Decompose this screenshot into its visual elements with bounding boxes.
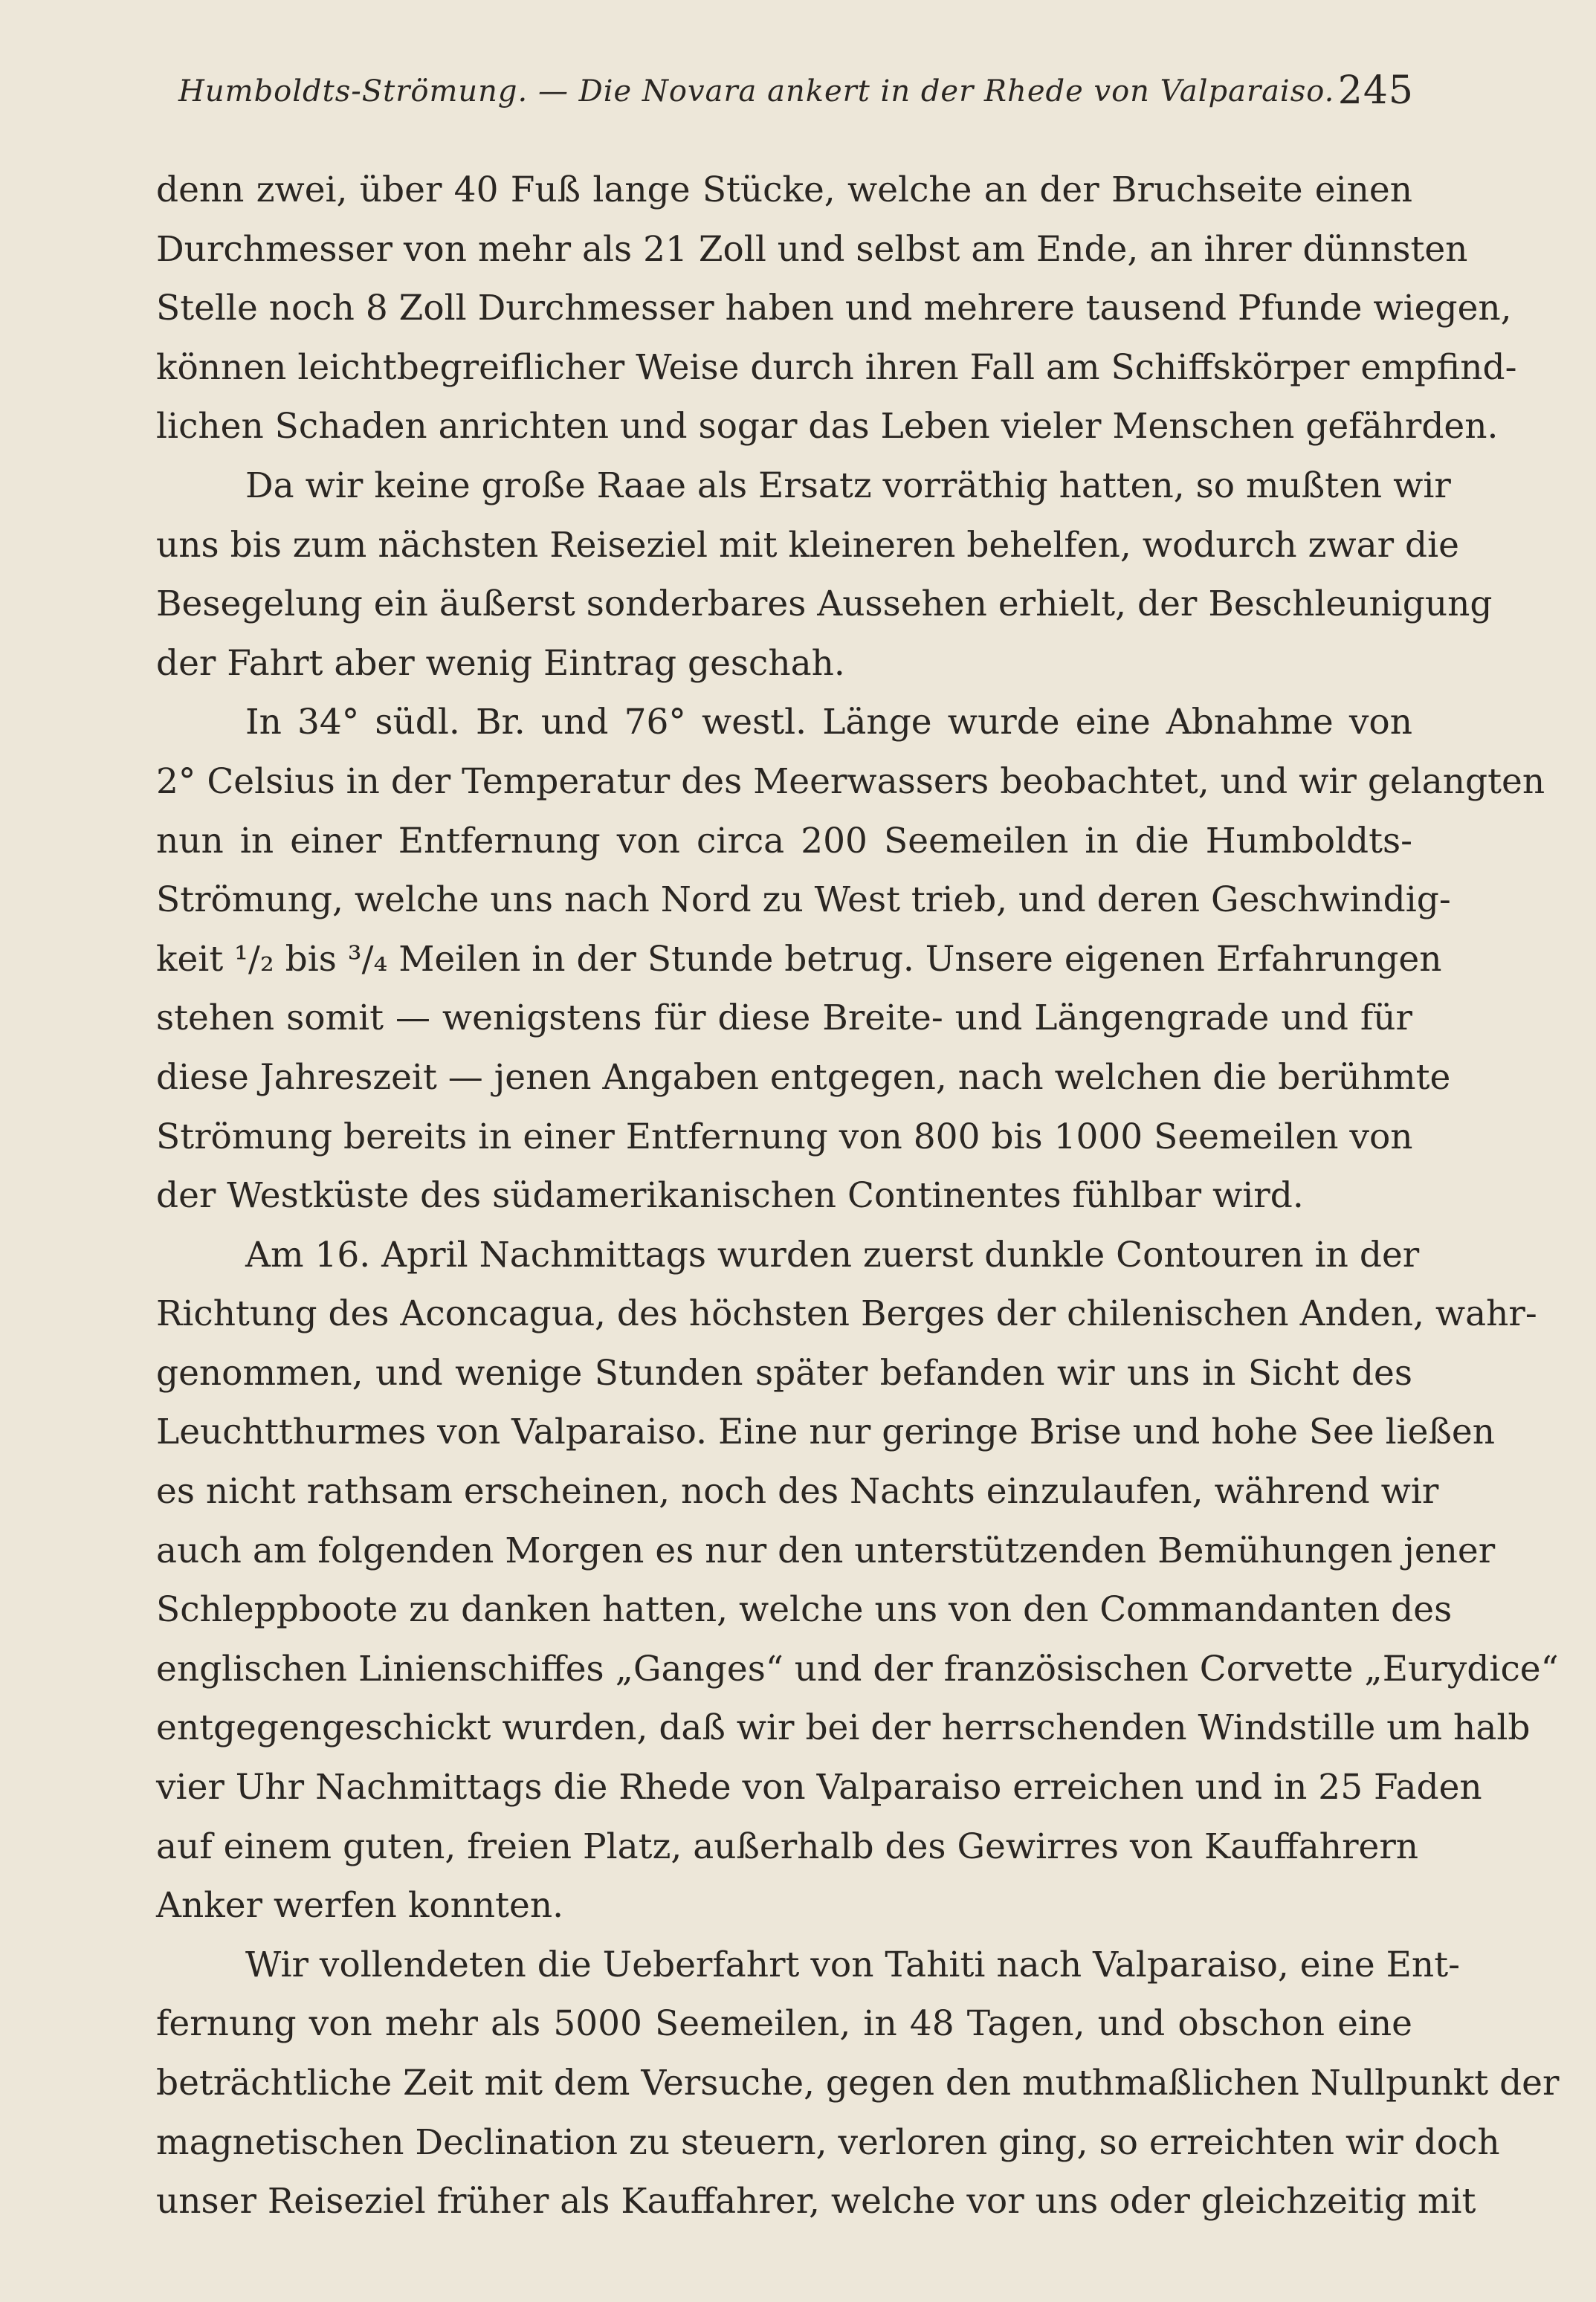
- text-line: der Fahrt aber wenig Eintrag geschah.: [156, 642, 845, 684]
- page-number: 245: [1337, 68, 1414, 113]
- text-line: lichen Schaden anrichten und sogar das Leben vieler Menschen gefährden.: [156, 406, 1499, 447]
- text-line: magnetischen Declination zu steuern, verloren ging, so erreichten wir doch: [156, 2121, 1500, 2163]
- text-line: 2° Celsius in der Temperatur des Meerwassers beobachtet, und wir gelangten: [156, 760, 1545, 802]
- text-line: Richtung des Aconcagua, des höchsten Berges der chilenischen Anden, wahr-: [156, 1293, 1537, 1335]
- paragraph-5: [156, 1936, 1560, 2231]
- text-line: uns bis zum nächsten Reiseziel mit kleineren behelfen, wodurch zwar die: [156, 524, 1459, 566]
- text-line: diese Jahreszeit — jenen Angaben entgegen, nach welchen die berühmte: [156, 1056, 1451, 1098]
- text-line: keit ¹/₂ bis ³/₄ Meilen in der Stunde betrug. Unsere eigenen Erfahrungen: [156, 938, 1442, 980]
- text-line: fernung von mehr als 5000 Seemeilen, in 48 Tagen, und obschon eine: [156, 2003, 1412, 2045]
- paragraph-2: [156, 456, 1493, 693]
- text-line: Wir vollendeten die Ueberfahrt von Tahiti nach Valparaiso, eine Ent-: [245, 1944, 1460, 1985]
- text-line: auch am folgenden Morgen es nur den unterstützenden Bemühungen jener: [156, 1530, 1496, 1571]
- text-line: entgegengeschickt wurden, daß wir bei der herrschenden Windstille um halb: [156, 1707, 1531, 1749]
- text-line: können leichtbegreiflicher Weise durch ihren Fall am Schiffskörper empfind-: [156, 346, 1517, 388]
- text-line: Durchmesser von mehr als 21 Zoll und selbst am Ende, an ihrer dünnsten: [156, 228, 1468, 270]
- text-line: Schleppboote zu danken hatten, welche uns von den Commandanten des: [156, 1589, 1453, 1631]
- text-line: vier Uhr Nachmittags die Rhede von Valparaiso erreichen und in 25 Faden: [156, 1767, 1482, 1808]
- text-line: Strömung, welche uns nach Nord zu West trieb, und deren Geschwindig-: [156, 879, 1451, 921]
- text-line: Am 16. April Nachmittags wurden zuerst dunkle Contouren in der: [245, 1234, 1420, 1276]
- text-line: es nicht rathsam erscheinen, noch des Nachts einzulaufen, während wir: [156, 1471, 1439, 1513]
- text-line: Anker werfen konnten.: [156, 1885, 564, 1927]
- body-text: [156, 161, 1560, 2231]
- text-line: denn zwei, über 40 Fuß lange Stücke, welche an der Bruchseite einen: [156, 169, 1412, 210]
- text-line: unser Reiseziel früher als Kauffahrer, welche vor uns oder gleichzeitig mit: [156, 2181, 1476, 2222]
- text-line: englischen Linienschiffes „Ganges“ und der französischen Corvette „Eurydice“: [156, 1648, 1559, 1690]
- text-line: nun in einer Entfernung von circa 200 Seemeilen in die Humboldts-: [156, 820, 1412, 861]
- text-line: auf einem guten, freien Platz, außerhalb des Gewirres von Kauffahrern: [156, 1826, 1419, 1867]
- text-line: Strömung bereits in einer Entfernung von 800 bis 1000 Seemeilen von: [156, 1116, 1413, 1157]
- text-line: stehen somit — wenigstens für diese Breite- und Längengrade und für: [156, 998, 1412, 1039]
- text-line: beträchtliche Zeit mit dem Versuche, gegen den muthmaßlichen Nullpunkt der: [156, 2063, 1560, 2104]
- running-head: Humboldts-Strömung. — Die Novara ankert in der Rhede von Valparaiso.: [178, 74, 1335, 109]
- paragraph-3: [156, 693, 1545, 1225]
- text-line: der Westküste des südamerikanischen Continentes fühlbar wird.: [156, 1175, 1304, 1217]
- text-line: Da wir keine große Raae als Ersatz vorräthig hatten, so mußten wir: [245, 465, 1451, 506]
- text-line: In 34° südl. Br. und 76° westl. Länge wurde eine Abnahme von: [245, 702, 1412, 743]
- text-line: genommen, und wenige Stunden später befanden wir uns in Sicht des: [156, 1352, 1412, 1394]
- paragraph-4: [156, 1226, 1559, 1936]
- text-line: Leuchtthurmes von Valparaiso. Eine nur geringe Brise und hohe See ließen: [156, 1412, 1495, 1453]
- paragraph-1: [156, 161, 1517, 456]
- text-line: Stelle noch 8 Zoll Durchmesser haben und mehrere tausend Pfunde wiegen,: [156, 288, 1512, 329]
- text-line: Besegelung ein äußerst sonderbares Aussehen erhielt, der Beschleunigung: [156, 583, 1493, 625]
